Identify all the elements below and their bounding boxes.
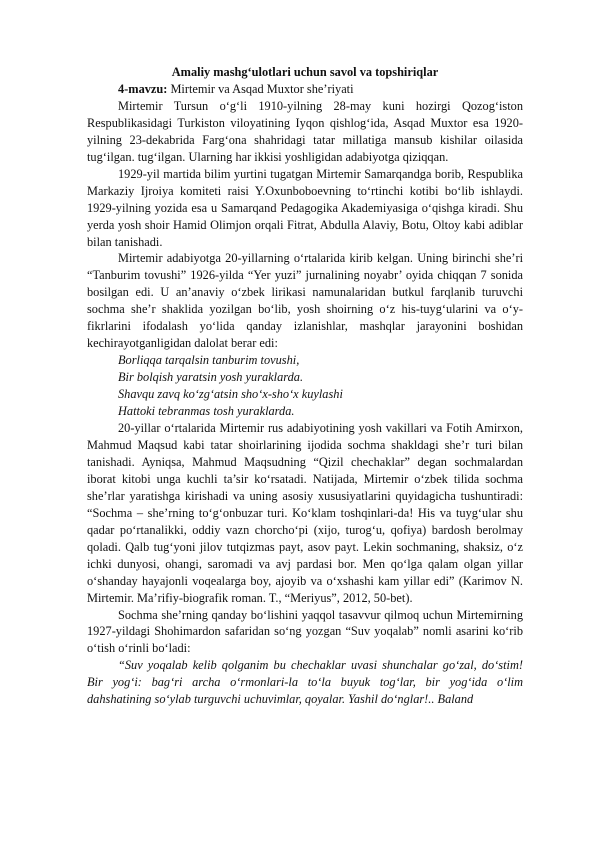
page-title: Amaliy mashg‘ulotlari uchun savol va topshiriqlar (171, 65, 439, 79)
verse-line: Shavqu zavq ko‘zg‘atsin sho‘x-sho‘x kuylashi (118, 387, 343, 402)
paragraph-suv-yoqalab: Sochma she’rning qanday bo‘lishini yaqqol tasavvur qilmoq uchun Mirtemirning 1927-yildagi Shohimardon safaridan so‘ng yozgan “Suv yoqalab” nomli asarini ko‘rib o‘tish o‘rinli bo‘ladi: (87, 607, 523, 656)
topic-heading (87, 81, 523, 98)
paragraph-sochma: 20-yillar o‘rtalarida Mirtemir rus adabiyotining yosh vakillari va Fotih Amirxon, Mahmud Maqsud kabi tatar shoirlarining ijodida sochma shakldagi she’r turi bilan tanishadi. Ayniqsa, Mahmud Maqsudning “Qizil chechaklar” degan sochmalardan iborat kitobi unga kuchli ta’sir ko‘rsatadi. Natijada, Mirtemir o‘zbek tilida sochma she’rlar yaratishga kirishadi va uning asosiy xususiyatlarini quyidagicha tushuntiradi: “Sochma – she’rning to‘g‘onbuzar turi. Ko‘klam toshqinlari-da! His va tuyg‘ular shu qadar po‘rtanalikki, oddiy vazn chorcho‘pi (xijo, turog‘u, qofiya) bardosh berolmay qoladi. Qalb tug‘yoni jilov tutqizmas payt, asov payt. Lekin sochmaning, shaksiz, o‘z ichki dunyosi, ohangi, saromadi va avj pardasi bor. Men qo‘lga qalam olgan yillar o‘shanday hayajonli voqealarga boy, ajoyib va o‘xshashi kam yillar edi” (Karimov N. Mirtemir. Ma’rifiy-biografik roman. T., “Meriyus”, 2012, 50-bet). (87, 421, 523, 605)
paragraph-samarkand: 1929-yil martida bilim yurtini tugatgan Mirtemir Samarqandga borib, Respublika Markaziy Ijroiya komiteti raisi Y.Oxunboboevning to‘rtinchi kotibi bo‘lib ishlaydi. 1929-yilning yozida esa u Samarqand Pedagogika Akademiyasiga o‘qishga kiradi. Shu yerda yosh shoir Hamid Olimjon orqali Fitrat, Abdulla Alaviy, Botu, Oltoy kabi adiblar bilan tanishadi. (87, 166, 523, 249)
topic-label: 4-mavzu: (118, 81, 168, 96)
verse-line: Hattoki tebranmas tosh yuraklarda. (118, 404, 295, 419)
verse-line: Bir bolqish yaratsin yosh yuraklarda. (118, 370, 304, 385)
document-page (87, 64, 523, 708)
paragraph-first-poem: Mirtemir adabiyotga 20-yillarning o‘rtalarida kirib kelgan. Uning birinchi she’ri “Tanburim tovushi” 1926-yilda “Yer yuzi” jurnalining noyabr’ oyida chiqqan 7 sonida bosilgan edi. U an’anaviy o‘zbek lirikasi namunalaridan butkul farqlanib turuvchi sochma she’r shaklida yozilgan bo‘lib, yosh shoirning o‘z his-tuyg‘ularini va o‘y-fikrlarini ifodalash yo‘lida qanday izlanishlar, mashqlar jarayonini boshidan kechirayotganligidan dalolat berar edi: (87, 251, 523, 351)
verse-line: Borliqqa tarqalsin tanburim tovushi, (118, 353, 300, 368)
paragraph-birth: Mirtemir Tursun o‘g‘li 1910-yilning 28-may kuni hozirgi Qozog‘iston Respublikasidagi Turkiston viloyatining Iyqon qishlog‘ida, Asqad Muxtor esa 1920-yilning 23-dekabrida Farg‘ona shahridagi tatar millatiga mansub kishilar oilasida tug‘ilgan. tug‘ilgan. Ularning har ikkisi yoshligidan adabiyotga qiziqqan. (87, 98, 523, 164)
topic-text: Mirtemir va Asqad Muxtor she’riyati (167, 81, 354, 96)
quote-paragraph: “Suv yoqalab kelib qolganim bu chechaklar uvasi shunchalar go‘zal, do‘stim! Bir yog‘i: bag‘ri archa o‘rmonlari-la to‘la buyuk tog‘lar, bir yog‘ida o‘lim dahshatining so‘ylab turguvchi uchuvimlar, qoyalar. Yashil do‘nglar!.. Baland (87, 658, 523, 707)
